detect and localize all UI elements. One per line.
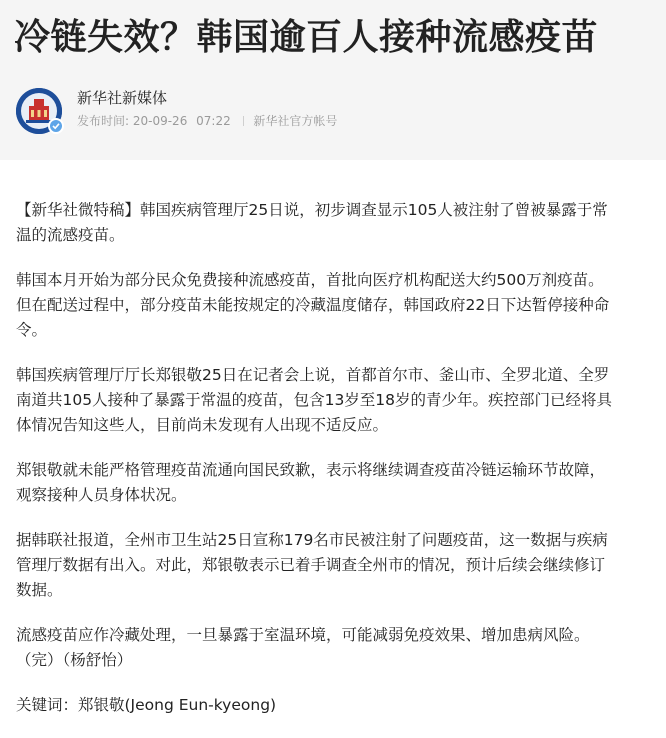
article-meta bbox=[77, 113, 342, 129]
article-header bbox=[0, 0, 666, 160]
article-body bbox=[16, 198, 616, 738]
paragraph: 韩国本月开始为部分民众免费接种流感疫苗，首批向医疗机构配送大约500万剂疫苗。但在配送过程中，部分疫苗未能按规定的冷藏温度储存，韩国政府22日下达暂停接种命令。 bbox=[16, 271, 610, 339]
paragraph: 郑银敬就未能严格管理疫苗流通向国民致歉，表示将继续调查疫苗冷链运输环节故障，观察接种人员身体状况。 bbox=[16, 461, 606, 504]
publish-time: 07:22 bbox=[196, 114, 231, 128]
source-label: 新华社官方帐号 bbox=[253, 114, 338, 128]
meta-divider bbox=[243, 116, 244, 126]
paragraph: 【新华社微特稿】韩国疾病管理厅25日说，初步调查显示105人被注射了曾被暴露于常温的流感疫苗。 bbox=[16, 201, 608, 244]
paragraph: 韩国疾病管理厅厅长郑银敬25日在记者会上说，首都首尔市、釜山市、全罗北道、全罗南道共105人接种了暴露于常温的疫苗，包含13岁至18岁的青少年。疾控部门已经将具体情况告知这些人，目前尚未发现有人出现不适反应。 bbox=[16, 366, 613, 434]
keywords[interactable]: 关键词：郑银敬(Jeong Eun-kyeong) bbox=[16, 696, 277, 714]
paragraph: 流感疫苗应作冷藏处理，一旦暴露于室温环境，可能减弱免疫效果、增加患病风险。（完）（杨舒怡） bbox=[16, 626, 590, 669]
paragraph: 据韩联社报道，全州市卫生站25日宣称179名市民被注射了问题疫苗，这一数据与疾病管理厅数据有出入。对此，郑银敬表示已着手调查全州市的情况，预计后续会继续修订数据。 bbox=[16, 531, 608, 599]
verified-badge-icon bbox=[48, 118, 64, 134]
author-name[interactable]: 新华社新媒体 bbox=[77, 89, 168, 107]
article-title: 冷链失效？韩国逾百人接种流感疫苗 bbox=[14, 17, 599, 58]
publish-date: 发布时间: 20-09-26 bbox=[77, 114, 188, 128]
